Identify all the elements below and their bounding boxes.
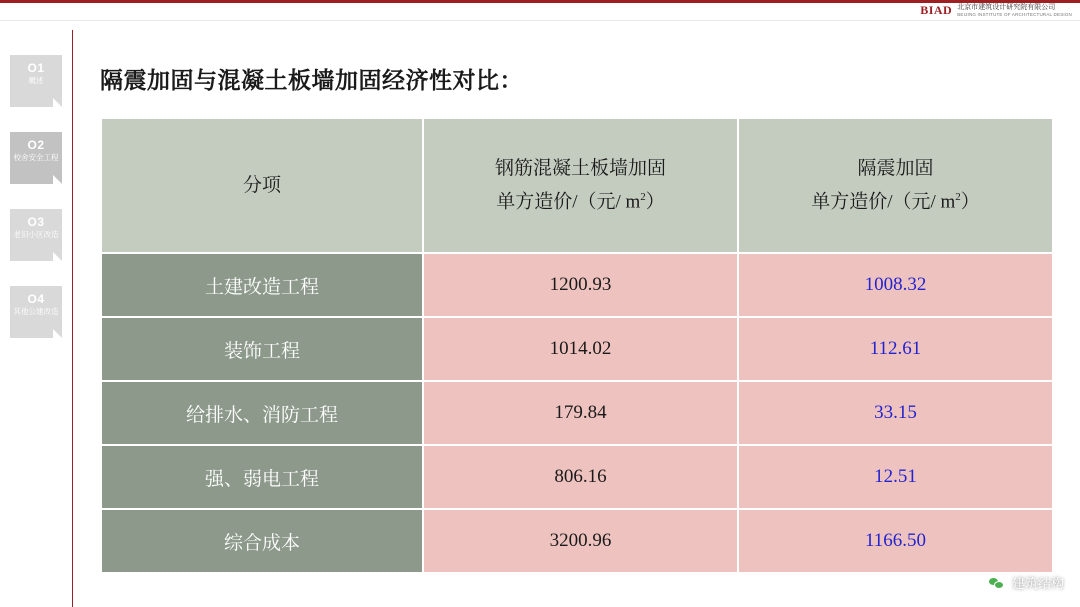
unit-text-b: 单方造价/（元/ m: [811, 191, 956, 213]
sidebar-item-2-number: O2: [27, 138, 45, 152]
cell-isolation: 12.51: [738, 445, 1053, 509]
sidebar-item-1[interactable]: [10, 55, 62, 107]
sidebar-divider: [72, 30, 73, 607]
unit-tail-a: ）: [645, 191, 665, 213]
brand-accent-line: [0, 0, 1080, 3]
comparison-table: [100, 117, 1052, 574]
sidebar-item-2[interactable]: [10, 132, 62, 184]
column-header-isolation-line1: 隔震加固: [857, 157, 934, 179]
table-row: [101, 253, 1053, 317]
brand-name-cn: 北京市建筑设计研究院有限公司: [957, 3, 1056, 11]
sidebar-item-1-label: 概述: [28, 76, 44, 85]
column-header-concrete-wall: [423, 118, 738, 253]
sidebar: [10, 55, 66, 363]
cell-isolation: 112.61: [738, 317, 1053, 381]
cell-concrete-wall: 806.16: [423, 445, 738, 509]
unit-sup-b: 2: [955, 190, 961, 203]
top-bar: [0, 0, 1080, 21]
sidebar-item-3[interactable]: [10, 209, 62, 261]
cell-concrete-wall: 3200.96: [423, 509, 738, 573]
column-header-concrete-wall-line1: 钢筋混凝土板墙加固: [494, 157, 666, 179]
table-row: [101, 317, 1053, 381]
row-label: 装饰工程: [101, 317, 423, 381]
brand-logo: [920, 3, 1072, 18]
brand-name-en: BEIJING INSTITUTE OF ARCHITECTURAL DESIGN: [957, 11, 1072, 17]
cell-isolation: 33.15: [738, 381, 1053, 445]
watermark-label: 建筑结构: [1011, 576, 1064, 591]
unit-text-a: 单方造价/（元/ m: [496, 191, 641, 213]
unit-tail-b: ）: [960, 191, 980, 213]
column-header-concrete-wall-line2: [425, 183, 736, 216]
row-label: 给排水、消防工程: [101, 381, 423, 445]
sidebar-item-3-number: O3: [27, 215, 45, 229]
wechat-icon: [985, 572, 1006, 593]
sidebar-item-4[interactable]: [10, 286, 62, 338]
sidebar-item-2-label: 校舍安全工程: [13, 153, 59, 162]
table-row: [101, 445, 1053, 509]
cell-isolation: 1008.32: [738, 253, 1053, 317]
cell-concrete-wall: 1014.02: [423, 317, 738, 381]
unit-sup-a: 2: [640, 190, 646, 203]
cell-concrete-wall: 1200.93: [423, 253, 738, 317]
sidebar-item-3-label: 老旧小区改造: [13, 230, 59, 239]
row-label: 综合成本: [101, 509, 423, 573]
column-header-item: [101, 118, 423, 253]
sidebar-item-4-number: O4: [27, 292, 45, 306]
column-header-isolation: [738, 118, 1053, 253]
page-title: 隔震加固与混凝土板墙加固经济性对比：: [100, 67, 523, 93]
cell-concrete-wall: 179.84: [423, 381, 738, 445]
sidebar-item-1-number: O1: [27, 61, 45, 75]
column-header-isolation-line2: [740, 183, 1051, 216]
row-label: 土建改造工程: [101, 253, 423, 317]
watermark: [985, 572, 1064, 593]
column-header-item-line1: 分项: [242, 174, 281, 196]
sidebar-item-4-label: 其他公建改造: [13, 307, 59, 316]
row-label: 强、弱电工程: [101, 445, 423, 509]
table-row: [101, 509, 1053, 573]
cell-isolation: 1166.50: [738, 509, 1053, 573]
table-row: [101, 381, 1053, 445]
brand-abbreviation: BIAD: [920, 3, 953, 17]
table-header-row: [101, 118, 1053, 253]
